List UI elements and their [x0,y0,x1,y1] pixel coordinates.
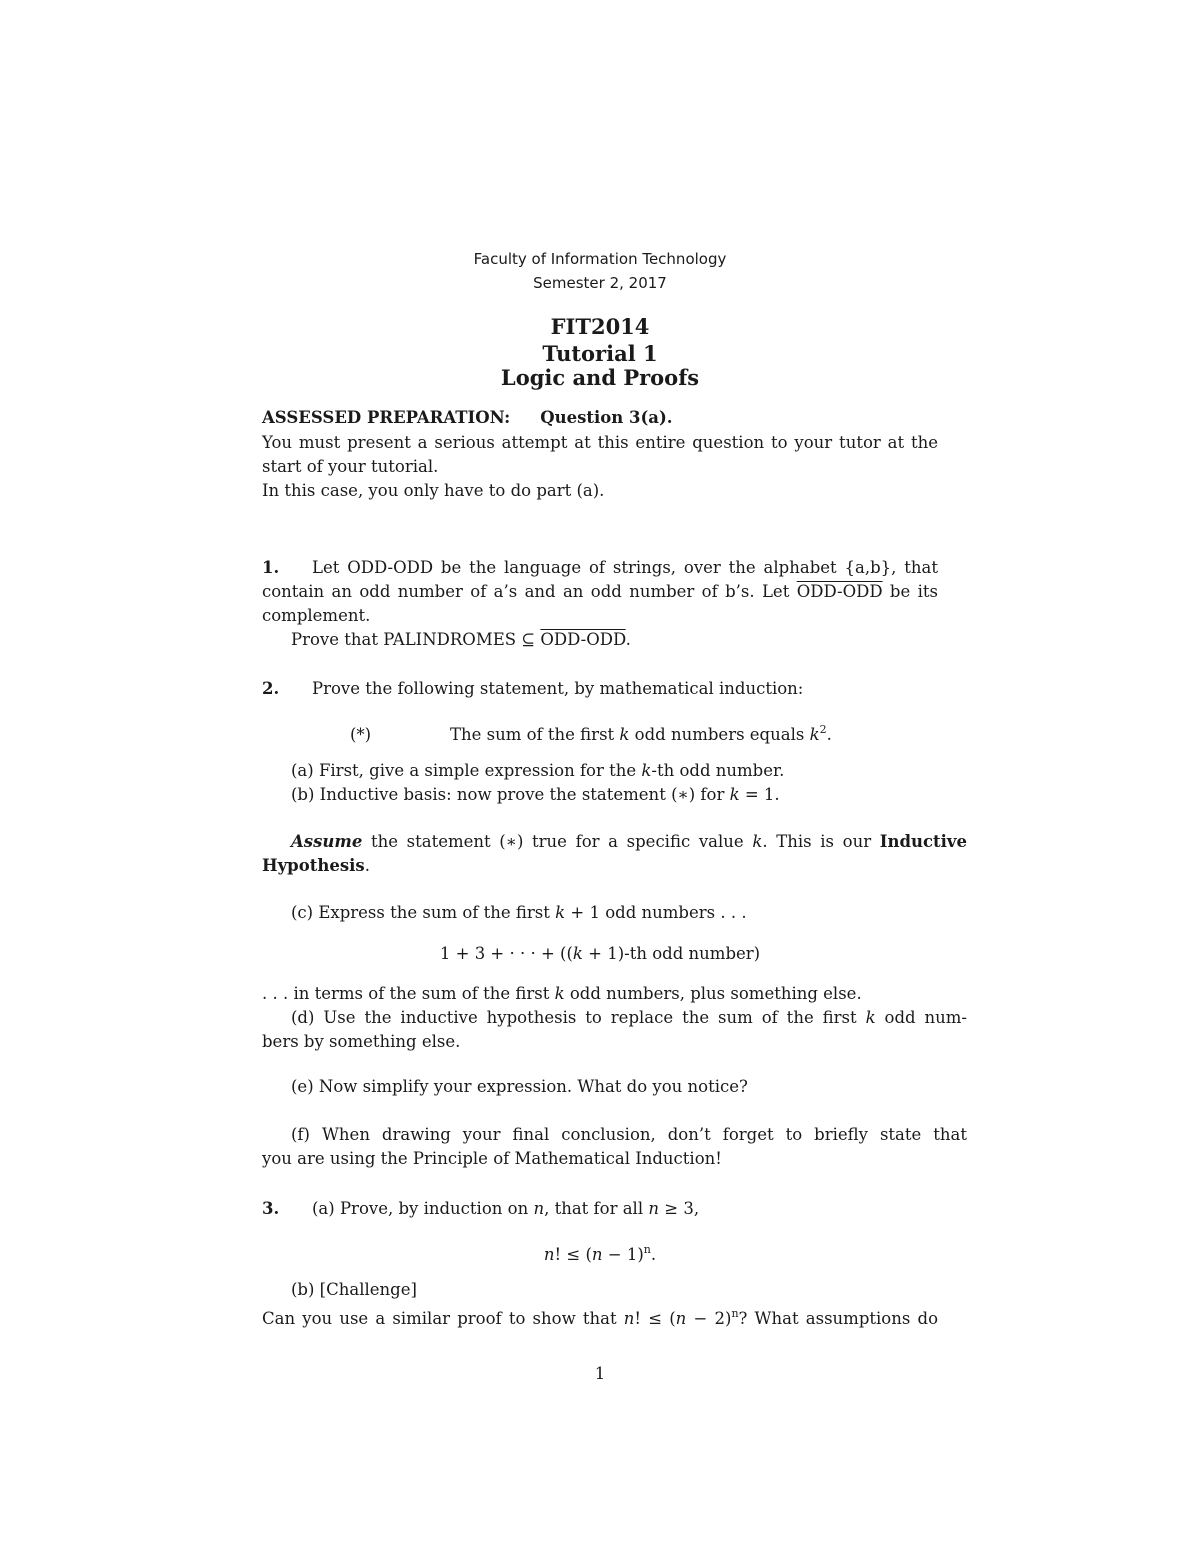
q3-eq-exp: n [643,1243,651,1256]
q2-d-1: (d) Use the inductive hypothesis to replace the sum of the first [291,1008,866,1027]
q2-assume-line-2 [262,855,938,877]
q3-last-2: ! ≤ ( [634,1309,676,1328]
course-code: FIT2014 [550,314,650,339]
topic-title: Logic and Proofs [500,365,700,390]
q3-last-1: Can you use a similar proof to show that [262,1309,624,1328]
q3-part-b: (b) [Challenge] [291,1280,417,1299]
q2-assume-a: the statement (∗) true for a specific value [362,832,753,851]
q3-last-4: ? What assumptions do [738,1309,938,1328]
q3-eq-5: . [650,1245,657,1264]
q2-assume-b: . This is our [762,832,880,851]
q2-part-f-line-2: you are using the Principle of Mathematical Induction! [262,1149,722,1168]
q1-text-4c: . [625,630,631,649]
q3-a-3: ≥ 3, [659,1199,700,1218]
q2-stmt-b: odd numbers equals [629,725,810,744]
assessed-label: ASSESSED PREPARATION: [262,408,511,427]
q2-part-d-line-1 [262,1007,967,1029]
assessed-line-1: You must present a serious attempt at this entire question to your tutor at the [262,433,938,452]
q2-b-2: = 1. [739,785,780,804]
q2-ih-end: . [364,856,370,875]
q1-line-2 [262,581,938,603]
q2-ih-1: Inductive [879,832,968,851]
q2-part-e: (e) Now simplify your expression. What do you notice? [291,1077,748,1096]
q1-text-2c: be its [882,582,938,601]
q3-number: 3. [262,1199,280,1218]
q3-last-line [262,1303,938,1330]
q2-eq-k: k [572,944,583,963]
q3-last-n: n [623,1309,635,1328]
assessed-line-2: start of your tutorial. [262,457,439,476]
q2-intro: Prove the following statement, by mathematical induction: [312,679,804,698]
page-number: 1 [594,1364,606,1383]
q1-text-1: Let ODD-ODD be the language of strings, over the alphabet {a,b}, that [312,558,938,577]
q2-continuation [262,983,938,1005]
q1-text-4a: Prove that PALINDROMES ⊆ [291,630,541,649]
q3-last-3: − 2) [686,1309,732,1328]
q2-assume-line-1 [262,831,967,853]
q2-eq-2: + 1)-th odd number) [582,944,761,963]
q3-eq-1: n [543,1245,555,1264]
q2-stmt-k: k [619,725,630,744]
q2-part-b [262,784,967,806]
q2-cont-k: k [554,984,565,1003]
q2-b-k: k [729,785,740,804]
q2-stmt-k2: k [809,725,820,744]
q2-part-a [262,760,967,782]
q2-assume: Assume [291,832,363,851]
q2-c-k: k [555,903,566,922]
q2-d-k: k [865,1008,876,1027]
q1-number: 1. [262,558,280,577]
q1-complement-1: ODD-ODD [796,582,883,601]
q2-star-label: (*) [350,725,372,744]
q2-c-1: (c) Express the sum of the first [291,903,556,922]
q2-eq-1: 1 + 3 + · · · + (( [439,944,573,963]
q2-cont-2: odd numbers, plus something else. [564,984,862,1003]
q3-eq-4: − 1) [602,1245,644,1264]
q1-line-1 [262,557,938,579]
q3-eq-3: n [591,1245,603,1264]
semester-header: Semester 2, 2017 [533,274,667,292]
q2-a-2: -th odd number. [651,761,785,780]
q2-number: 2. [262,679,280,698]
q2-part-f-line-1: (f) When drawing your final conclusion, don’t forget to briefly state that [291,1125,967,1144]
q2-stmt-a: The sum of the first [450,725,620,744]
assessed-heading [262,407,938,429]
q3-equation [0,1239,1200,1266]
faculty-header: Faculty of Information Technology [473,250,727,268]
q2-line-1 [262,678,938,700]
q2-part-d-line-2: bers by something else. [262,1032,461,1051]
q2-statement [262,719,1026,746]
assessed-question: Question 3(a). [540,408,673,427]
q1-line-4 [262,629,967,651]
q1-complement-2: ODD-ODD [540,630,626,649]
tutorial-title: Tutorial 1 [542,341,658,366]
q3-a-n2: n [648,1199,659,1218]
q3-last-exp: n [731,1307,739,1320]
q1-line-3: complement. [262,606,371,625]
q2-b-1: (b) Inductive basis: now prove the statement (∗) for [291,785,730,804]
q2-ih-2: Hypothesis [262,856,365,875]
q3-line-1 [262,1198,938,1220]
q2-assume-k: k [752,832,763,851]
q2-d-2: odd num- [875,1008,967,1027]
q3-a-2: , that for all [544,1199,649,1218]
q2-a-1: (a) First, give a simple expression for the [291,761,642,780]
q3-last-n2: n [675,1309,687,1328]
q3-eq-2: ! ≤ ( [554,1245,592,1264]
q2-stmt-end: . [826,725,832,744]
q2-stmt-exp: 2 [819,723,827,736]
q2-cont-1: . . . in terms of the sum of the first [262,984,555,1003]
q2-c-2: + 1 odd numbers . . . [565,903,747,922]
q2-part-c [262,902,967,924]
q1-text-2a: contain an odd number of a’s and an odd number of b’s. Let [262,582,797,601]
q2-a-k: k [641,761,652,780]
q3-a-1: (a) Prove, by induction on [312,1199,534,1218]
assessed-line-3: In this case, you only have to do part (a). [262,481,605,500]
q3-a-n: n [533,1199,545,1218]
q2-equation [0,943,1200,965]
